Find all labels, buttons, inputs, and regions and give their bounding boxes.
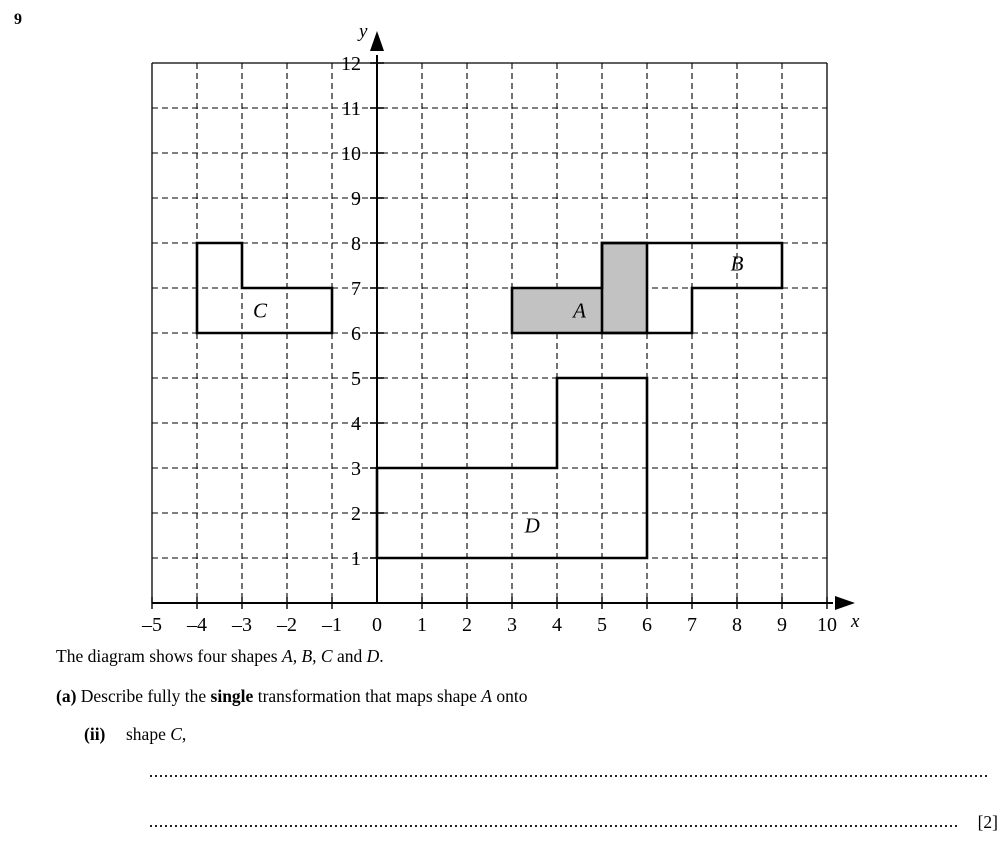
part-ii-question	[84, 724, 186, 745]
y-tick-label: 9	[351, 188, 361, 210]
part-a-text2: transformation that maps shape	[253, 686, 482, 706]
x-tick-label: –3	[232, 614, 252, 636]
x-tick-label: 6	[642, 614, 652, 636]
axis-tick-labels	[141, 53, 837, 636]
intro-text-part2: and	[332, 646, 367, 666]
x-tick-label: –5	[142, 614, 162, 636]
x-tick-label: 9	[777, 614, 787, 636]
x-tick-label: –4	[187, 614, 207, 636]
axes	[152, 21, 860, 632]
x-tick-label: 2	[462, 614, 472, 636]
y-tick-label: 6	[351, 323, 361, 345]
shape-label-b: B	[730, 251, 744, 276]
x-tick-label: 5	[597, 614, 607, 636]
y-tick-label: 10	[341, 143, 361, 165]
x-tick-label: –1	[322, 614, 342, 636]
shape-label-c: C	[252, 298, 268, 323]
x-tick-label: 10	[817, 614, 837, 636]
y-tick-label: 12	[341, 53, 361, 75]
part-ii-label: (ii)	[84, 724, 106, 744]
answer-line-1[interactable]	[150, 775, 990, 777]
intro-shape-d: D	[366, 646, 380, 666]
x-tick-label: 3	[507, 614, 517, 636]
x-axis-label: x	[851, 611, 860, 632]
y-axis-arrow	[370, 31, 384, 51]
intro-shape-list: A, B, C	[282, 646, 333, 666]
shape-label-d: D	[524, 513, 540, 538]
part-a-question	[56, 686, 527, 707]
answer-line-2[interactable]	[150, 825, 960, 827]
y-axis-label: y	[359, 21, 368, 42]
y-tick-label: 3	[351, 458, 361, 480]
x-tick-label: 8	[732, 614, 742, 636]
x-tick-label: 1	[417, 614, 427, 636]
part-a-label: (a)	[56, 686, 77, 706]
part-ii-text2: ,	[181, 724, 187, 744]
intro-text-part1: The diagram shows four shapes	[56, 646, 282, 666]
y-tick-label: 5	[351, 368, 361, 390]
part-a-shape-a: A	[481, 686, 492, 706]
x-axis-arrow	[835, 596, 855, 610]
marks-allocation: [2]	[977, 812, 998, 832]
shape-label-a: A	[573, 298, 586, 323]
y-tick-label: 11	[341, 98, 361, 120]
x-tick-label: 4	[552, 614, 562, 636]
part-a-text3: onto	[491, 686, 528, 706]
question-number: 9	[14, 11, 22, 28]
intro-sentence	[56, 646, 384, 667]
part-a-text1: Describe fully the	[80, 686, 211, 706]
intro-text-part3: .	[379, 646, 384, 666]
x-tick-label: 0	[372, 614, 382, 636]
shapes	[197, 243, 782, 558]
part-a-emphasis: single	[210, 686, 254, 706]
y-tick-label: 2	[351, 503, 361, 525]
part-ii-text1: shape	[126, 724, 171, 744]
x-tick-label: 7	[687, 614, 697, 636]
part-ii-shape-c: C	[170, 724, 182, 744]
y-tick-label: 7	[351, 278, 361, 300]
y-tick-label: 8	[351, 233, 361, 255]
y-tick-label: 1	[351, 548, 361, 570]
y-tick-label: 4	[351, 413, 361, 435]
x-tick-label: –2	[277, 614, 297, 636]
